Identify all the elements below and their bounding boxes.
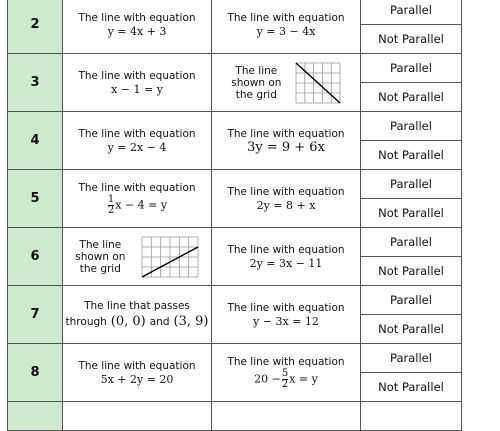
equation [212,369,360,390]
text-through: through [65,316,107,328]
description-text: The line with equation [227,243,345,256]
row-number [8,402,63,431]
equation-start: 20 − [254,372,281,385]
left-description [63,112,212,170]
label-line: the grid [235,88,277,101]
description-text: The line with equation [78,181,196,194]
description-text [63,315,211,329]
point-three-nine: (3, 9) [173,314,209,329]
description-text: The line with equation [227,11,345,24]
label-line: The line [235,64,278,77]
answer-parallel[interactable]: Parallel [361,54,462,83]
answer-parallel[interactable] [361,402,462,431]
denominator: 2 [281,378,289,390]
description-text: The line with equation [78,127,196,140]
coordinate-grid [295,62,341,104]
equation: y − 3x = 12 [253,314,319,328]
table-row [8,54,462,83]
left-description [63,402,212,431]
answer-not-parallel[interactable]: Not Parallel [361,25,462,54]
row-number: 8 [8,344,63,402]
equation: y = 3 − 4x [256,24,316,38]
numerator: 5 [281,367,289,379]
right-description [212,228,361,286]
answer-not-parallel[interactable]: Not Parallel [361,315,462,344]
answer-not-parallel[interactable]: Not Parallel [361,83,462,112]
denominator: 2 [107,204,115,216]
grid-svg [295,62,341,104]
fraction [282,369,288,390]
description-text: The line with equation [78,359,196,372]
table-row [8,0,462,25]
text-and: and [149,316,170,328]
row-number: 5 [8,170,63,228]
equation-rest: x = y [289,372,318,385]
coordinate-grid [141,236,199,278]
label-line: shown on [75,250,126,263]
label-line: the grid [79,262,121,275]
equation: y = 2x − 4 [107,140,167,154]
row-number: 7 [8,286,63,344]
description-text: The line with equation [227,185,345,198]
left-description [63,286,212,344]
description-text: The line with equation [78,11,196,24]
right-description [212,112,361,170]
description-text: The line with equation [227,355,345,368]
description-text: The line with equation [227,127,345,140]
label-line: shown on [231,76,282,89]
parallel-lines-table [7,0,462,431]
left-description [63,0,212,54]
right-description [212,170,361,228]
description-text: The line with equation [227,301,345,314]
answer-parallel[interactable]: Parallel [361,112,462,141]
left-description [63,344,212,402]
description-text: The line that passes [84,300,190,312]
table-row [8,402,462,431]
equation [63,195,211,216]
fraction [108,195,114,216]
answer-parallel[interactable]: Parallel [361,286,462,315]
table-row [8,344,462,373]
point-origin: (0, 0) [110,314,146,329]
equation: 3y = 9 + 6x [247,139,325,155]
left-description [63,170,212,228]
row-number: 2 [8,0,63,54]
equation: y = 4x + 3 [107,24,167,38]
grid-svg [141,236,199,278]
left-description [63,54,212,112]
row-number: 4 [8,112,63,170]
equation: 2y = 8 + x [256,198,316,212]
right-description [212,54,361,112]
table-row [8,228,462,257]
answer-parallel[interactable]: Parallel [361,0,462,25]
label-line: The line [79,238,122,251]
right-description [212,344,361,402]
answer-not-parallel[interactable]: Not Parallel [361,141,462,170]
answer-not-parallel[interactable]: Not Parallel [361,199,462,228]
right-description [212,0,361,54]
equation: 5x + 2y = 20 [100,372,174,386]
right-description [212,286,361,344]
answer-parallel[interactable]: Parallel [361,344,462,373]
numerator: 1 [107,193,115,205]
answer-not-parallel[interactable]: Not Parallel [361,373,462,402]
equation-rest: x − 4 = y [115,198,168,211]
table-row [8,112,462,141]
grid-label [75,239,125,275]
table-row [8,286,462,315]
answer-parallel[interactable]: Parallel [361,228,462,257]
equation: x − 1 = y [111,82,163,96]
description-text: The line with equation [78,69,196,82]
right-description [212,402,361,431]
row-number: 3 [8,54,63,112]
answer-not-parallel[interactable]: Not Parallel [361,257,462,286]
equation: 2y = 3x − 11 [249,256,323,270]
table-row [8,170,462,199]
answer-parallel[interactable]: Parallel [361,170,462,199]
grid-label [231,65,281,101]
row-number: 6 [8,228,63,286]
left-description [63,228,212,286]
